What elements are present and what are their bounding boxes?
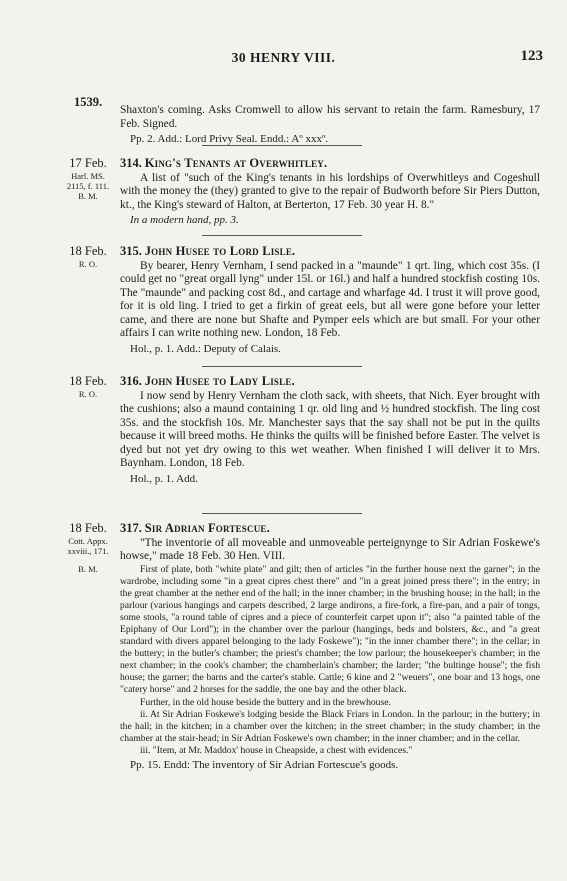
entry-paragraph: I now send by Henry Vernham the cloth sack, with sheets, that Nich. Eyer brought with the cushions; also a maund containing 1 qr. old ling and ½ hundred stockfish. The ling cost 35s. and the stockfish 10s. Mr. Manchester says that the say shall not be put in the quilts because it will breed moths. He thinks the quilts will be finished before Easter. The velvet is dyed but not yet dry owing to this wet weather. When finished I will deliver it to Mrs. Baynham. London, 18 Feb. — [120, 389, 540, 469]
entry-title: King's Tenants at Overwhitley. — [144, 156, 328, 170]
entry-body — [120, 522, 540, 773]
entry-margin — [60, 96, 116, 110]
entry-meta — [120, 214, 540, 228]
entry-title: Sir Adrian Fortescue. — [144, 521, 270, 535]
entry-date: 18 Feb. — [69, 521, 107, 535]
entry-paragraph: Shaxton's coming. Asks Cromwell to allow his servant to retain the farm. Ramesbury, 17 Feb. Signed. — [120, 104, 540, 130]
entry-body — [120, 245, 540, 356]
entry-body — [120, 375, 540, 486]
divider-rule — [202, 235, 362, 236]
entry-margin — [60, 375, 116, 399]
entry-paragraph: By bearer, Henry Vernham, I send packed in a "maunde" 1 qrt. ling, which cost 35s. (I could get no "great orgall lyng" under 15l. or 16l.) and half a hundred stockfish costing 10s. The "maunde" and packing cost 8d., and cartage and wharfage 4d. I trust it will prove good, for it is old ling. I tried to get a firkin of great eels, but all were gone before your letter came, and there are none but Shafte and Pymper eels which are but small. For your other affairs I can write nothing new. London, 18 Feb. — [120, 259, 540, 339]
entry-title: John Husee to Lady Lisle. — [144, 374, 295, 388]
source-ref: R. O. — [78, 389, 98, 399]
entry-body — [120, 157, 540, 228]
entry-margin — [60, 522, 116, 574]
entry-meta: Hol., p. 1. Add.: Deputy of Calais. — [130, 342, 281, 355]
entry-margin — [60, 157, 116, 201]
entry-date: 17 Feb. — [69, 156, 107, 170]
source-ref: 2115, f. 111. — [66, 181, 110, 191]
entry-meta: Hol., p. 1. Add. — [130, 472, 198, 485]
source-spacer — [60, 556, 116, 564]
entry-date: 18 Feb. — [69, 244, 107, 258]
entry-number: 314. — [120, 156, 142, 170]
entry-date: 18 Feb. — [69, 374, 107, 388]
source-ref: Harl. MS. — [71, 171, 105, 181]
entry-paragraph: "The inventorie of all moveable and unmoveable perteignynge to Sir Adrian Foskewe's howse," made 18 Feb. 30 Hen. VIII. — [120, 536, 540, 562]
page-number: 123 — [520, 48, 543, 64]
inventory-paragraph: Further, in the old house beside the buttery and in the brewhouse. — [140, 696, 391, 708]
inventory-paragraph: First of plate, both "white plate" and gilt; then of articles "in the further house next the garner"; in the wardrobe, including some "in a great cipres chest there" and "in a great joined press there"; in the entry; in the great chamber at the nether end of the hall; in the inner chamber; in the brushing house; in the hall; in the parlour (various hangings and carpets described, 2 large andirons, a fire-fork, a fire-pan, and a pair of tongs, some stools, "a round table of cipres and a piece of counterfeit carpet upon it"; also "a painted table of the Epiphany of Our Lord"); in the chamber over the parlour (hangings, beds and bolsters, &c., and "a great standard with divers apparel belonging to the lady Foskewe"); "in the inner chamber there"; in the cellar; in the buttery; in the butler's chamber; the priest's chamber; the low parlour; the housekeeper's chamber; in the next chamber; in the cook's chamber; the chamberlain's chamber; the larder; "the bultinge house"; the fish house; the garner; the barns and the carter's stable. Cattle; 6 kine and 2 "weuers", one boar and 13 hogs, one "catery horse" and 2 horses for the saddle, the one bay and the other black. — [120, 563, 540, 696]
source-ref: R. O. — [78, 259, 98, 269]
source-ref: Cott. Appx. — [68, 536, 108, 546]
source-ref: B. M. — [78, 191, 98, 201]
divider-rule — [202, 145, 362, 146]
source-ref: B. M. — [78, 564, 98, 574]
entry-paragraph: A list of "such of the King's tenants in his lordships of Overwhitleys and Cogeshull with the money the (they) granted to give to the repair of Budworth before Sir Piers Dutton, kt., the King's steward of Halton, at Berterton, 17 Feb. 30 year H. 8." — [120, 171, 540, 211]
meta-text: In a modern hand, pp. 3. — [130, 214, 239, 226]
inventory-paragraph: iii. "Item, at Mr. Maddox' house in Cheapside, a chest with evidences." — [140, 744, 413, 756]
divider-rule — [202, 366, 362, 367]
entry-number: 315. — [120, 244, 142, 258]
inventory-paragraph: ii. At Sir Adrian Foskewe's lodging beside the Black Friars in London. In the parlour; in the buttery; in the hall; in the kitchen; in a chamber over the kitchen; in the street chamber; in the study chamber; in the chamber at the stair-head; in Sir Adrian Foskewe's own chamber; in the inner chamber; and in the cellar. — [120, 708, 540, 744]
page-header — [0, 50, 567, 70]
divider-rule — [202, 513, 362, 514]
inventory-details — [120, 564, 540, 758]
entry-margin — [60, 245, 116, 269]
entry-title: John Husee to Lord Lisle. — [144, 244, 296, 258]
entry-meta: Pp. 15. Endd: The inventory of Sir Adrian Fortescue's goods. — [130, 759, 399, 771]
source-ref: xxviii., 171. — [67, 546, 109, 556]
running-head: 30 HENRY VIII. — [231, 50, 336, 65]
entry-body — [120, 104, 540, 147]
entry-number: 316. — [120, 374, 142, 388]
entry-date: 1539. — [73, 95, 103, 109]
entry-meta: Pp. 2. Add.: Lord Privy Seal. Endd.: Aº xxxº. — [130, 133, 329, 145]
entry-number: 317. — [120, 521, 142, 535]
